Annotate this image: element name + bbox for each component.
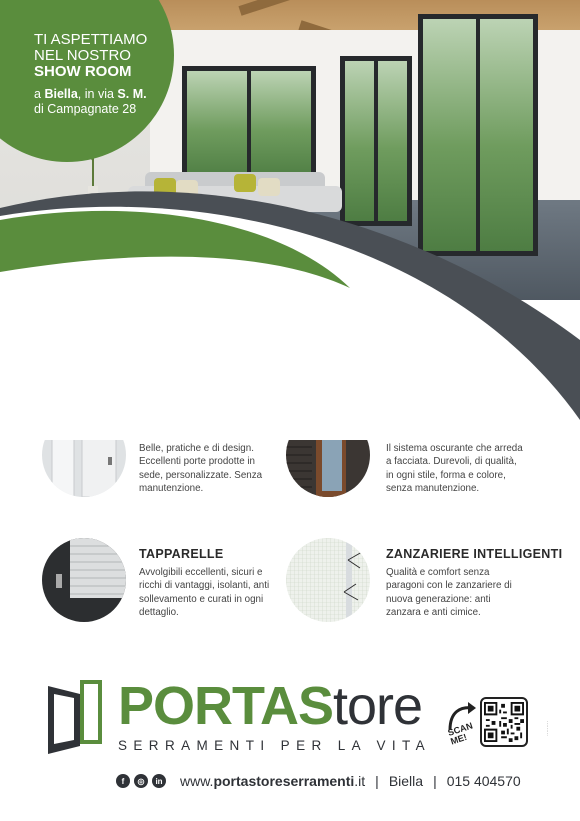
window-back bbox=[182, 66, 316, 184]
linkedin-icon[interactable]: in bbox=[152, 774, 166, 788]
service-title-tapparelle: TAPPARELLE bbox=[139, 547, 224, 561]
website-link[interactable]: www.portastoreserramenti.it bbox=[180, 773, 366, 789]
badge-line-3: SHOW ROOM bbox=[34, 63, 132, 80]
service-desc-tapparelle: Avvolgibili eccellenti, sicuri e ricchi di vantaggi, isolanti, anti sollevamento e curati in ogni dettaglio. bbox=[139, 567, 270, 619]
footer-separator: | bbox=[375, 773, 379, 789]
brand-wordmark: PORTAStore bbox=[118, 676, 423, 736]
facebook-icon[interactable]: f bbox=[116, 774, 130, 788]
footer-phone[interactable]: 015 404570 bbox=[446, 773, 521, 789]
decorative-curves bbox=[0, 180, 580, 440]
tapparelle-photo bbox=[42, 538, 126, 622]
zanzariere-photo bbox=[286, 538, 370, 622]
instagram-icon[interactable]: ◎ bbox=[134, 774, 148, 788]
portastore-logo-icon bbox=[44, 676, 106, 758]
qr-code[interactable] bbox=[480, 697, 528, 747]
vertical-code-text: ········· bbox=[545, 721, 551, 736]
badge-address-line-2: di Campagnate 28 bbox=[34, 102, 137, 116]
brand-tagline: SERRAMENTI PER LA VITA bbox=[118, 738, 432, 753]
scan-me-label: SCAN ME! bbox=[446, 720, 474, 747]
service-desc-zanzariere: Qualità e comfort senza paragoni con le zanzariere di nuova generazione: anti zanzara e anti cimice. bbox=[386, 567, 512, 619]
badge-line-2: NEL NOSTRO bbox=[34, 47, 131, 64]
badge-line-1: TI ASPETTIAMO bbox=[34, 31, 148, 48]
footer-separator: | bbox=[433, 773, 437, 789]
service-desc-porte-interne: Belle, pratiche e di design. Eccellenti porte prodotte in sede, personalizzate. Senza manutenzione. bbox=[139, 443, 263, 495]
service-desc-persiane: Il sistema oscurante che arreda a facciata. Durevoli, di qualità, in ogni stile, forma e colore, senza manutenzione. bbox=[386, 443, 523, 495]
qr-code-icon bbox=[484, 701, 524, 743]
service-title-zanzariere: ZANZARIERE INTELLIGENTI bbox=[386, 547, 563, 561]
badge-address-line-1: a Biella, in via S. M. bbox=[34, 87, 147, 101]
footer-city: Biella bbox=[388, 773, 424, 789]
footer-contacts bbox=[116, 771, 521, 791]
